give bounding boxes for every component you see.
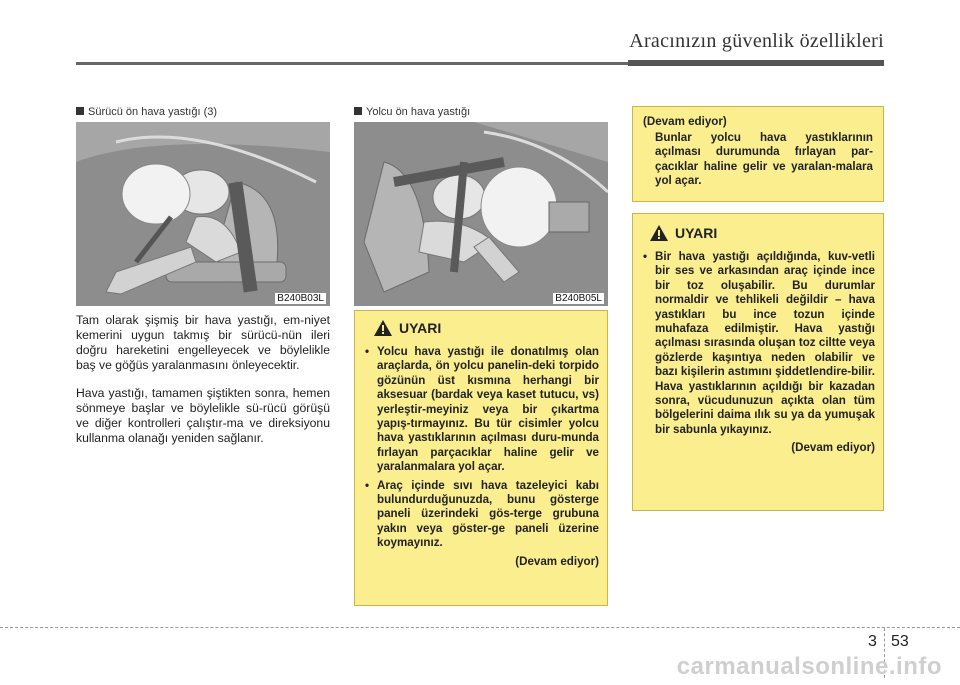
driver-airbag-icon	[76, 122, 330, 306]
warning-item: • Bir hava yastığı açıldığında, kuv-vetli bir ses ve arkasından araç içinde ince bir toz oluşabilir. Bu durumlar normaldir ve tehlikeli değildir – hava yastıkları bu ince tozun içinde muhafaza edilmiştir. Hava yastığı açılması sırasında oluşan toz ciltte veya gözlerde kaşıntıya neden olabilir ve bazı kişilerin astımını şiddetlendire-bilir. Hava yastıklarının açıldığı bir kazadan sonra, vücudunuzun açıkta olan tüm bölgelerini daima ılık su ya da yumuşak bir sabunla yıkayınız.	[641, 250, 875, 437]
body-text	[76, 313, 330, 459]
figure-caption-passenger	[354, 106, 470, 118]
bullet-square-icon	[354, 107, 362, 115]
figure-passenger-airbag	[354, 122, 608, 306]
body-paragraph: Hava yastığı, tamamen şiştikten sonra, hemen sönmeye başlar ve böylelikle sü-rücü görüşü ve diğer kontrolleri çalıştır-ma ve direksiyonu kullanma olanağı yeniden sağlanır.	[76, 386, 330, 445]
continued-box-text: Bunlar yolcu hava yastıklarının açılması durumunda fırlayan par-çacıklar haline gelir ve yaralan-malara yol açar.	[655, 131, 873, 188]
warning-title: UYARI	[675, 225, 718, 241]
continued-box-label: (Devam ediyor)	[643, 115, 727, 128]
watermark: carmanualsonline.info	[676, 653, 942, 680]
warning-box-middle	[354, 310, 608, 606]
warning-item: • Araç içinde sıvı hava tazeleyici kabı bulundurduğunuzda, bunu gösterge paneli üzerindeki gös-terge grubuna yakın veya göster-ge paneli üzerine koymayınız.	[363, 479, 599, 551]
chapter-number: 3	[868, 633, 877, 650]
warning-header	[649, 224, 875, 242]
page-number: 53	[891, 633, 909, 650]
page-title: Aracınızın güvenlik özellikleri	[629, 30, 884, 52]
bullet-square-icon	[76, 107, 84, 115]
figure-code: B240B05L	[555, 293, 602, 304]
footer-rule	[0, 627, 960, 628]
continued-box	[632, 106, 884, 202]
warning-triangle-icon	[373, 319, 393, 337]
figure-caption-text: Yolcu ön hava yastığı	[366, 106, 471, 118]
passenger-airbag-icon	[354, 122, 608, 306]
figure-code: B240B03L	[277, 293, 324, 304]
figure-caption-driver	[76, 106, 217, 118]
warning-triangle-icon	[649, 224, 669, 242]
warning-item: • Yolcu hava yastığı ile donatılmış olan araçlarda, ön yolcu panelin-deki torpido gözünün üst kısmına herhangi bir aksesuar (bardak veya kaset tutucu, vs) yerleştir-meyiniz veya bir çıkartma yapış-tırmayınız. Bu tür cisimler yolcu hava yastıklarının açılması duru-munda fırlayan parçacıklar haline gelir ve yaralanmalara yol açar.	[363, 345, 599, 475]
figure-driver-airbag	[76, 122, 330, 306]
warning-box-right	[632, 213, 884, 511]
warning-header	[373, 319, 599, 337]
warning-list	[363, 345, 599, 551]
header-rule-accent	[628, 60, 884, 66]
continued-label: (Devam ediyor)	[515, 554, 599, 568]
body-paragraph: Tam olarak şişmiş bir hava yastığı, em-niyet kemerini uygun takmış bir sürücü-nün ileri doğru hareketini engelleyecek ve böylelikle baş ve göğüs yaralanmasını önleyecektir.	[76, 313, 330, 372]
continued-label: (Devam ediyor)	[791, 441, 875, 455]
warning-list	[641, 250, 875, 437]
warning-title: UYARI	[399, 320, 442, 336]
figure-caption-text: Sürücü ön hava yastığı (3)	[88, 106, 218, 118]
